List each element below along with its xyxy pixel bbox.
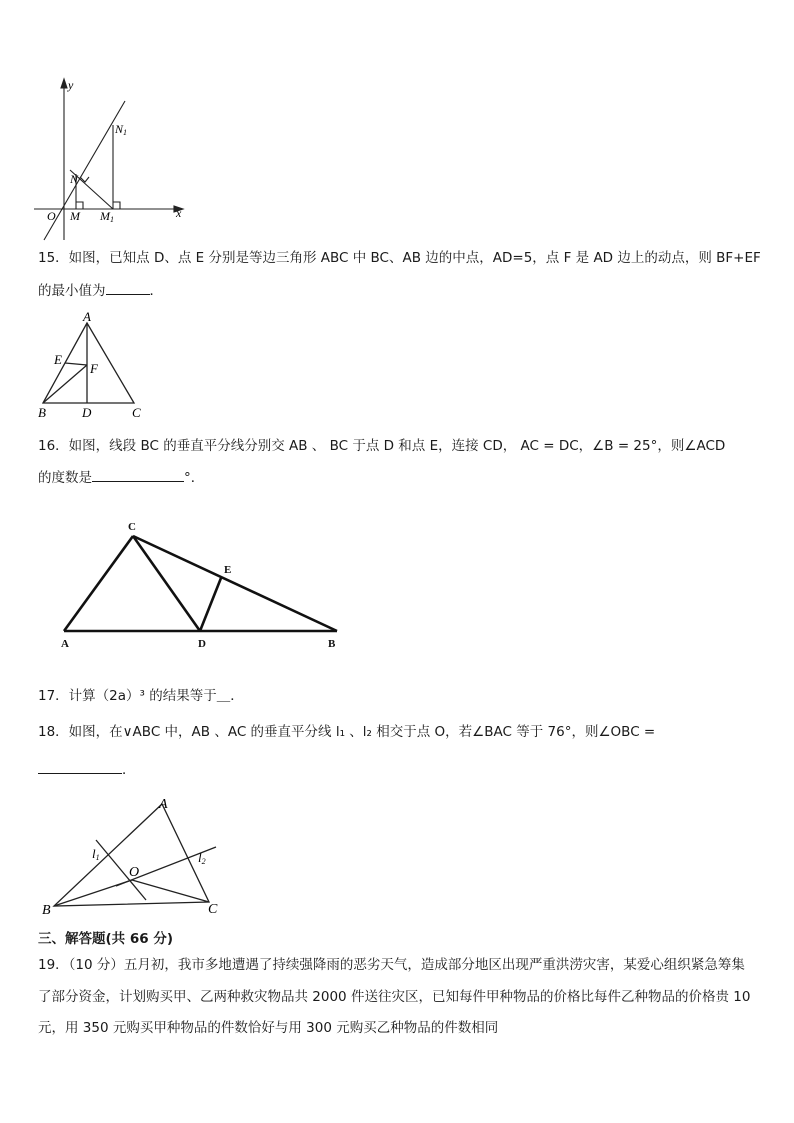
right-angle-mark-m: [76, 202, 83, 209]
label-l2: l2: [198, 850, 206, 866]
origin-label: O: [47, 209, 56, 223]
q19-text-line3: 元，用 350 元购买甲种物品的件数恰好与用 300 元购买乙种物品的件数相同: [38, 1020, 499, 1036]
segment-bf: [43, 365, 87, 403]
segment-ef: [65, 363, 87, 365]
label-b: B: [42, 903, 51, 918]
label-c: C: [208, 902, 218, 917]
perpendicular-bisector-figure: [36, 792, 236, 922]
y-axis-label: y: [68, 78, 74, 92]
label-l1: l1: [92, 846, 100, 862]
label-n: N: [70, 172, 79, 186]
q16-answer-blank[interactable]: [92, 467, 184, 482]
label-o: O: [129, 865, 140, 880]
q19-text-line2: 了部分资金，计划购买甲、乙两种救灾物品共 2000 件送往灾区，已知每件甲种物品的价格比每件乙种物品的价格贵 10: [38, 989, 751, 1005]
label-m1: M1: [100, 209, 114, 224]
right-angle-mark-n: [80, 177, 89, 182]
right-angle-mark-m1: [113, 202, 120, 209]
segment-oc: [132, 880, 209, 902]
q15-suffix: ．: [149, 283, 163, 299]
q15-text-line1: 15．如图，已知点 D、点 E 分别是等边三角形 ABC 中 BC、AB 边的中点，AD=5，点 F 是 AD 边上的动点，则 BF+EF: [38, 250, 761, 266]
segment-bo: [54, 880, 132, 906]
label-c: C: [132, 405, 141, 420]
label-m: M: [70, 209, 80, 223]
label-e: E: [54, 352, 62, 367]
segment-de: [200, 578, 221, 631]
q15-text-line2: [38, 280, 163, 301]
q18-text-line2: [38, 759, 136, 780]
triangle-cdb-figure: [52, 514, 352, 654]
label-a: A: [83, 309, 91, 324]
label-d: D: [82, 405, 92, 420]
q16-text-line2: [38, 467, 204, 488]
triangle-abc: [54, 804, 209, 906]
q15-answer-blank[interactable]: [106, 280, 150, 295]
label-b: B: [38, 405, 46, 420]
equilateral-triangle-figure: [34, 306, 154, 422]
segment-ac: [64, 536, 133, 631]
label-a: A: [61, 638, 69, 650]
y-axis-arrow: [61, 79, 67, 88]
label-e: E: [224, 564, 232, 576]
q17-text: 17．计算（2a）³ 的结果等于＿．: [38, 688, 244, 704]
label-n1: N1: [115, 122, 128, 137]
segment-cb: [133, 536, 337, 631]
q16-suffix: °．: [184, 470, 205, 486]
q18-suffix: ．: [122, 762, 136, 778]
section-heading: 三、解答题(共 66 分): [38, 931, 174, 947]
q16-text-line1: 16．如图，线段 BC 的垂直平分线分别交 AB 、 BC 于点 D 和点 E，连接 CD， AC = DC，∠B = 25°，则∠ACD: [38, 438, 726, 454]
label-a: A: [159, 797, 168, 812]
q18-text-line1: 18．如图，在∨ABC 中，AB 、AC 的垂直平分线 l₁ 、l₂ 相交于点 O，若∠BAC 等于 76°，则∠OBC =: [38, 724, 656, 740]
label-d: D: [198, 638, 206, 650]
q16-prefix: 的度数是: [38, 470, 92, 486]
coordinate-figure: [30, 75, 200, 245]
q15-prefix: 的最小值为: [38, 283, 106, 299]
q19-text-line1: 19．（10 分）五月初，我市多地遭遇了持续强降雨的恶劣天气，造成部分地区出现严重洪涝灾害，某爱心组织紧急筹集: [38, 957, 745, 973]
label-b: B: [328, 638, 336, 650]
q18-answer-blank[interactable]: [38, 759, 122, 774]
x-axis-label: x: [176, 206, 182, 220]
label-f: F: [90, 361, 98, 376]
label-c: C: [128, 521, 136, 533]
